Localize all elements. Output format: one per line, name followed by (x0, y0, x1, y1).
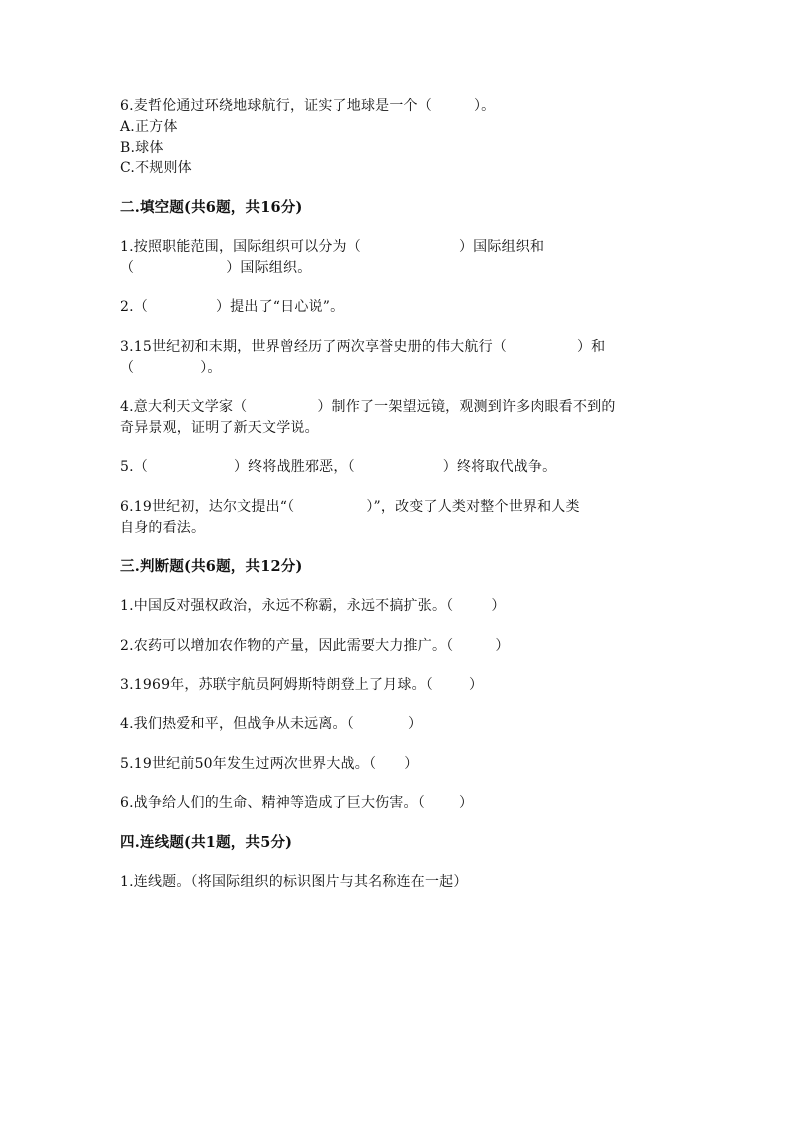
question-text: ）。 (473, 98, 496, 114)
question-text: ）和 (576, 339, 606, 355)
question-text: ） (495, 638, 510, 654)
question-text: 3.1969年，苏联宇航员阿姆斯特朗登上了月球。（ (120, 677, 433, 693)
question-text: 2.农药可以增加农作物的产量，因此需要大力推广。（ (120, 638, 454, 654)
question-text: ）”，改变了人类对整个世界和人类 (366, 499, 580, 515)
fill-question-1-line-1 (120, 237, 544, 257)
question-text: 2.（ (120, 299, 148, 315)
fill-question-6-line-2: 自身的看法。 (120, 520, 206, 536)
question-text: 4.我们热爱和平，但战争从未远离。（ (120, 716, 354, 732)
question-text: 6.战争给人们的生命、精神等造成了巨大伤害。（ (120, 795, 425, 811)
fill-question-4-line-1 (120, 397, 616, 417)
question-text: ） (469, 677, 484, 693)
question-text: （ (120, 360, 135, 376)
mc-option-c: C.不规则体 (120, 160, 192, 176)
judge-question-4 (120, 714, 422, 734)
fill-question-1-line-2 (120, 258, 311, 278)
question-text: 1.中国反对强权政治，永远不称霸，永远不搞扩张。（ (120, 598, 454, 614)
section-title-judge: 三.判断题(共6题，共12分) (120, 558, 303, 575)
judge-question-2 (120, 636, 510, 656)
question-text: ）国际组织。 (226, 260, 312, 276)
fill-question-2 (120, 297, 344, 317)
question-text: ） (458, 795, 474, 811)
question-text: ）国际组织和 (458, 239, 545, 255)
question-text: ） (491, 598, 506, 614)
judge-question-3 (120, 675, 483, 695)
fill-question-3-line-1 (120, 337, 605, 357)
judge-question-1 (120, 596, 506, 616)
mc-option-a: A.正方体 (120, 119, 178, 135)
mc-option-b: B.球体 (120, 140, 164, 156)
question-text: 3.15世纪初和末期，世界曾经历了两次享誉史册的伟大航行（ (120, 339, 507, 355)
question-text: ）终将取代战争。 (442, 459, 557, 475)
question-text: 1.按照职能范围，国际组织可以分为（ (120, 239, 361, 255)
match-question-1: 1.连线题。（将国际组织的标识图片与其名称连在一起） (120, 874, 468, 890)
question-text: 5.19世纪前50年发生过两次世界大战。（ (120, 756, 377, 772)
fill-question-6-line-1 (120, 497, 580, 517)
question-text: ） (407, 716, 423, 732)
question-text: 4.意大利天文学家（ (120, 399, 248, 415)
question-text: 6.19世纪初，达尔文提出“（ (120, 499, 295, 515)
question-text: ）制作了一架望远镜，观测到许多肉眼看不到的 (317, 399, 616, 415)
question-text: ）提出了“日心说”。 (215, 299, 345, 315)
fill-question-5 (120, 457, 556, 477)
fill-question-3-line-2 (120, 358, 222, 378)
mc-question-6-stem (120, 96, 495, 116)
question-text: （ (120, 260, 135, 276)
fill-question-4-line-2: 奇异景观，证明了新天文学说。 (120, 420, 319, 436)
judge-question-5 (120, 754, 418, 774)
section-title-fill: 二.填空题(共6题，共16分) (120, 199, 303, 216)
question-text: 5.（ (120, 459, 148, 475)
question-text: ）。 (200, 360, 222, 376)
judge-question-6 (120, 793, 473, 813)
question-text: 6.麦哲伦通过环绕地球航行，证实了地球是一个（ (120, 98, 432, 114)
question-text: ）终将战胜邪恶，（ (233, 459, 355, 475)
question-text: ） (404, 756, 419, 772)
section-title-match: 四.连线题(共1题，共5分) (120, 834, 293, 851)
